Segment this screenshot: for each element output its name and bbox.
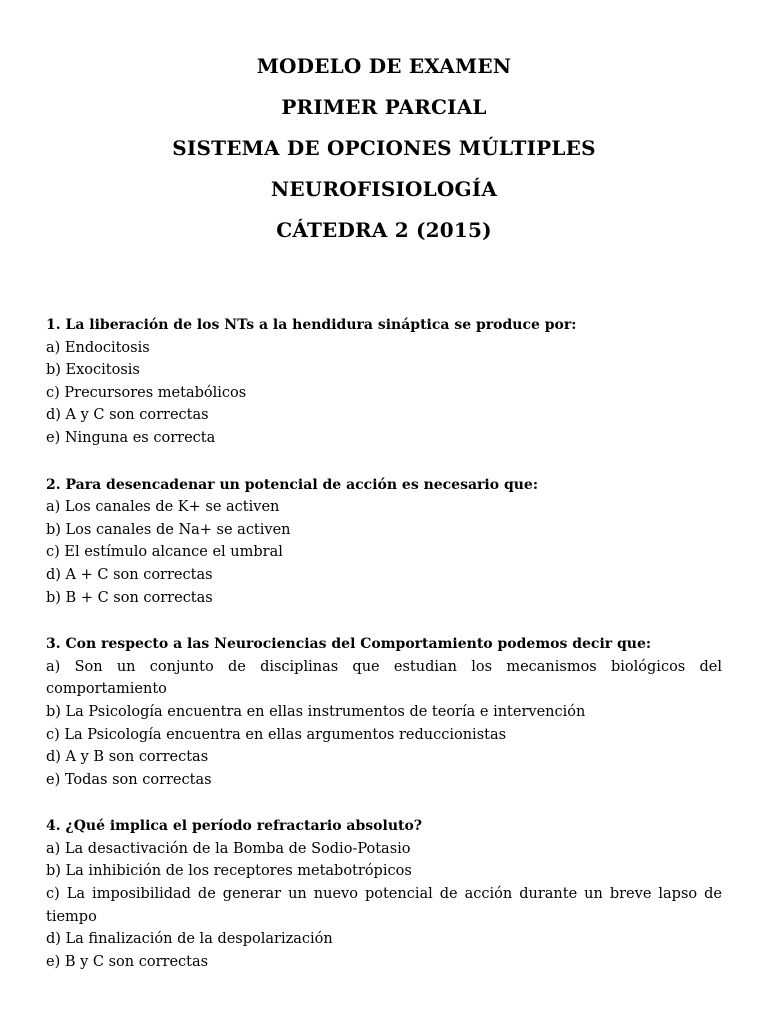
option-e: e) B y C son correctas [46,953,209,970]
option-a: a) Endocitosis [46,339,150,356]
header-first-partial: PRIMER PARCIAL [281,95,487,119]
option-b: b) La inhibición de los receptores metabotrópicos [46,863,412,880]
option-e: e) Ninguna es correcta [46,429,216,446]
option-a: a) La desactivación de la Bomba de Sodio-Potasio [46,840,411,857]
option-d: d) A y B son correctas [46,749,209,766]
option-d: d) A y C son correctas [46,407,209,424]
option-b: b) Los canales de Na+ se activen [46,521,291,538]
option-c: c) La Psicología encuentra en ellas argumentos reduccionistas [46,726,507,743]
option-d: d) A + C son correctas [46,566,213,583]
option-b: b) La Psicología encuentra en ellas instrumentos de teoría e intervención [46,703,586,720]
question-1 [46,314,722,450]
option-e: e) Todas son correctas [46,771,212,788]
question-list [46,314,722,997]
header-chair-year: CÁTEDRA 2 (2015) [276,218,492,242]
option-d: d) La finalización de la despolarización [46,931,333,948]
question-4 [46,815,722,973]
question-text: 3. Con respecto a las Neurociencias del Comportamiento podemos decir que: [46,636,652,653]
header-subject: NEUROFISIOLOGÍA [270,177,498,201]
header-exam-model: MODELO DE EXAMEN [256,54,512,78]
option-c: c) La imposibilidad de generar un nuevo potencial de acción durante un breve lapso de tiempo [46,886,722,925]
question-3 [46,633,722,791]
question-text: 2. Para desencadenar un potencial de acción es necesario que: [46,476,538,493]
option-e: b) B + C son correctas [46,589,213,606]
exam-header [0,46,768,251]
option-a: a) Son un conjunto de disciplinas que estudian los mecanismos biológicos del comportamiento [46,658,722,698]
question-text: 1. La liberación de los NTs a la hendidura sináptica se produce por: [46,317,577,333]
header-multiple-choice: SISTEMA DE OPCIONES MÚLTIPLES [172,136,596,160]
option-c: c) Precursores metabólicos [46,384,247,401]
question-text: 4. ¿Qué implica el período refractario absoluto? [46,818,423,835]
question-2 [46,474,722,610]
option-c: c) El estímulo alcance el umbral [46,544,283,561]
option-b: b) Exocitosis [46,362,140,379]
option-a: a) Los canales de K+ se activen [46,499,280,516]
